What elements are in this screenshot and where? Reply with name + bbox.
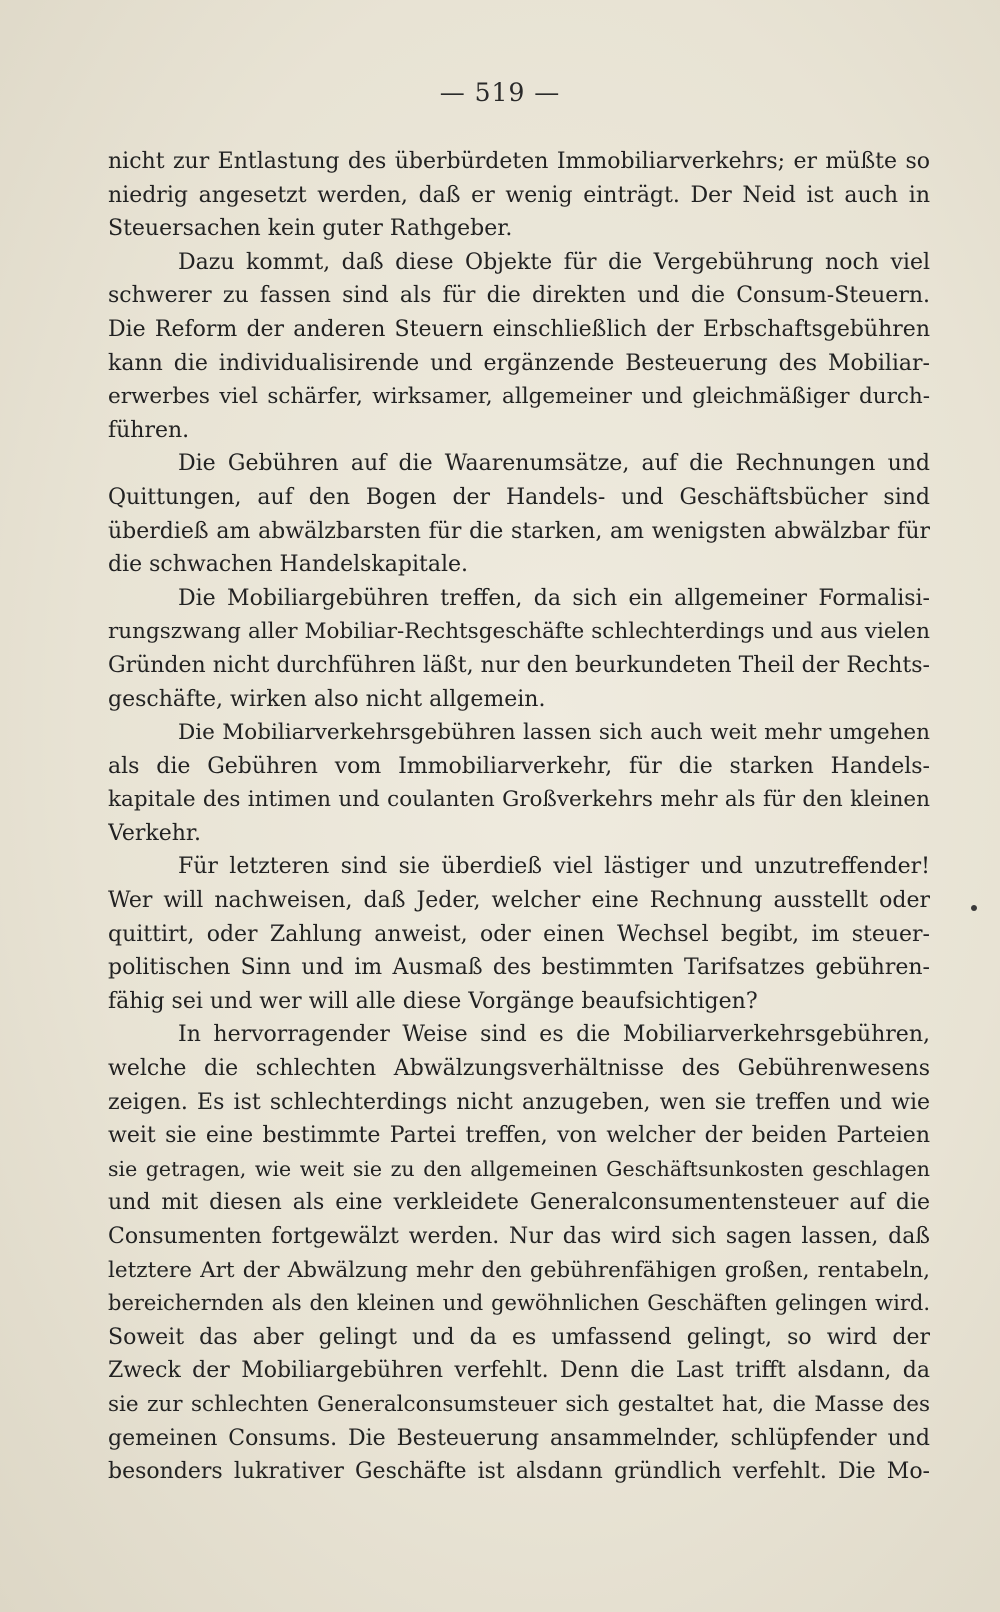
text-line: Verkehr.: [108, 820, 202, 846]
text-line: weit sie eine bestimmte Partei treffen, von welcher der beiden Parteien: [108, 1123, 930, 1149]
text-line: Soweit das aber gelingt und da es umfassend gelingt, so wird der: [108, 1324, 930, 1350]
text-line: erwerbes viel schärfer, wirksamer, allgemeiner und gleichmäßiger durch-: [108, 384, 930, 410]
text-line: gemeinen Consums. Die Besteuerung ansammelnder, schlüpfender und: [108, 1425, 930, 1451]
text-line: kapitale des intimen und coulanten Großverkehrs mehr als für den kleinen: [108, 787, 930, 813]
text-line: niedrig angesetzt werden, daß er wenig einträgt. Der Neid ist auch in: [108, 182, 930, 208]
text-line: zeigen. Es ist schlechterdings nicht anzugeben, wen sie treffen und wie: [108, 1089, 930, 1115]
text-line: bereichernden als den kleinen und gewöhnlichen Geschäften gelingen wird.: [108, 1291, 930, 1316]
text-line: nicht zur Entlastung des überbürdeten Immobiliarverkehrs; er müßte so: [108, 149, 930, 174]
text-line: Die Gebühren auf die Waarenumsätze, auf die Rechnungen und: [178, 451, 930, 477]
text-line: quittirt, oder Zahlung anweist, oder einen Wechsel begibt, im steuer-: [108, 921, 930, 947]
text-line: letztere Art der Abwälzung mehr den gebührenfähigen großen, rentabeln,: [108, 1257, 930, 1283]
text-line: Quittungen, auf den Bogen der Handels- und Geschäftsbücher sind: [108, 484, 930, 510]
text-line: Gründen nicht durchführen läßt, nur den beurkundeten Theil der Rechts-: [108, 652, 930, 678]
text-line: welche die schlechten Abwälzungsverhältnisse des Gebührenwesens: [108, 1056, 930, 1082]
text-line: rungszwang aller Mobiliar-Rechtsgeschäfte schlechterdings und aus vielen: [108, 619, 930, 645]
text-line: überdieß am abwälzbarsten für die starken, am wenigsten abwälzbar für: [108, 518, 930, 544]
text-line: schwerer zu fassen sind als für die direkten und die Consum-Steuern.: [108, 283, 930, 309]
text-line: als die Gebühren vom Immobiliarverkehr, für die starken Handels-: [108, 753, 930, 779]
text-line: Die Mobiliargebühren treffen, da sich ein allgemeiner Formalisi-: [178, 585, 930, 611]
text-line: Steuersachen kein guter Rathgeber.: [108, 216, 513, 242]
text-line: kann die individualisirende und ergänzende Besteuerung des Mobiliar-: [108, 350, 930, 376]
text-line: besonders lukrativer Geschäfte ist alsdann gründlich verfehlt. Die Mo-: [108, 1459, 930, 1485]
text-line: fähig sei und wer will alle diese Vorgänge beaufsichtigen?: [108, 988, 758, 1014]
text-line: Die Reform der anderen Steuern einschließlich der Erbschaftsgebühren: [108, 316, 930, 342]
text-line: sie zur schlechten Generalconsumsteuer sich gestaltet hat, die Masse des: [108, 1391, 930, 1417]
text-line: Zweck der Mobiliargebühren verfehlt. Denn die Last trifft alsdann, da: [108, 1358, 930, 1384]
text-line: die schwachen Handelskapitale.: [108, 552, 469, 578]
text-line: In hervorragender Weise sind es die Mobiliarverkehrsgebühren,: [178, 1022, 930, 1048]
text-line: Die Mobiliarverkehrsgebühren lassen sich auch weit mehr umgehen: [178, 720, 930, 746]
body-text: [108, 145, 930, 1489]
text-line: sie getragen, wie weit sie zu den allgemeinen Geschäftsunkosten geschlagen: [108, 1156, 930, 1181]
text-line: und mit diesen als eine verkleidete Generalconsumentensteuer auf die: [108, 1190, 930, 1216]
ink-speck: [971, 905, 977, 911]
page-number: — 519 —: [439, 78, 561, 107]
text-line: Dazu kommt, daß diese Objekte für die Vergebührung noch viel: [178, 249, 930, 275]
text-line: geschäfte, wirken also nicht allgemein.: [108, 686, 546, 712]
text-line: Wer will nachweisen, daß Jeder, welcher eine Rechnung ausstellt oder: [108, 888, 930, 914]
text-line: Für letzteren sind sie überdieß viel lästiger und unzutreffender!: [178, 854, 930, 880]
text-line: Consumenten fortgewälzt werden. Nur das wird sich sagen lassen, daß: [108, 1224, 930, 1249]
text-line: führen.: [108, 417, 190, 443]
text-line: politischen Sinn und im Ausmaß des bestimmten Tarifsatzes gebühren-: [108, 955, 930, 981]
